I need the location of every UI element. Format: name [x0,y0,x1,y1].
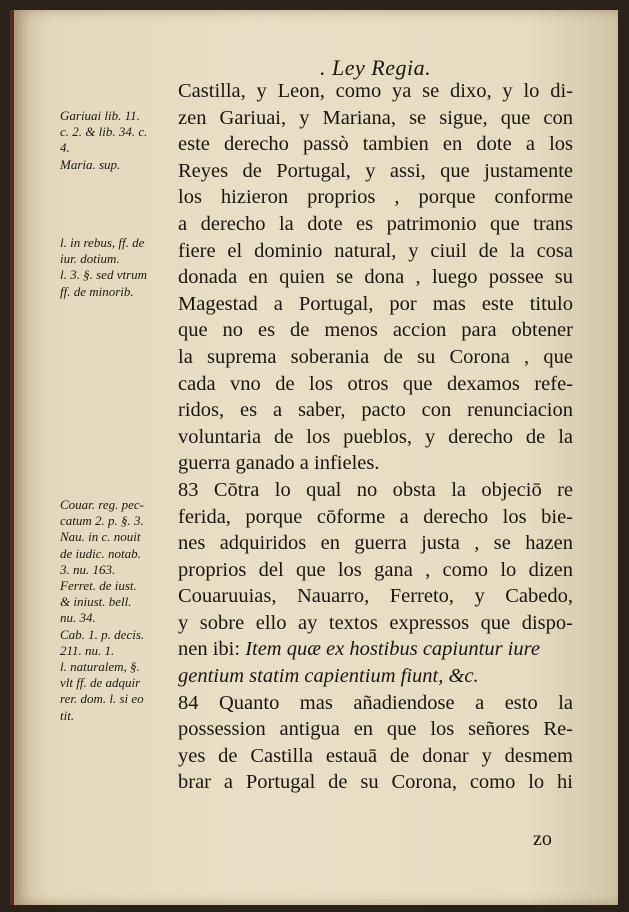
running-head: . Ley Regia. [320,55,432,80]
margin-note-line: l. naturalem, §. [60,659,140,675]
margin-note-line: iur. dotium. [60,251,120,267]
margin-note-line: nu. 34. [60,610,96,626]
margin-note-line: Ferret. de iust. [60,578,137,594]
text-line: possession antigua en que los señores Re- [178,718,573,741]
text-line: ridos, es a saber, pacto con renunciacion [178,399,573,422]
margin-note-line: de iudic. notab. [60,545,141,561]
text-line: a derecho la dote es patrimonio que trans [178,212,573,235]
text-line: 83 Cōtra lo qual no obsta la objeciō re [178,478,573,501]
margin-note-line: catum 2. p. §. 3. [60,513,144,529]
text-line: Reyes de Portugal, y assi, que justamente [178,159,573,182]
margin-note-line: 211. nu. 1. [60,642,115,658]
margin-note-line: tit. [60,707,75,723]
margin-note-line: Cab. 1. p. decis. [60,626,145,642]
margin-note-line: & iniust. bell. [60,594,132,610]
margin-note-line: Couar. reg. pec- [60,497,145,512]
margin-note-gariuai [60,108,178,173]
text-line: guerra ganado a infieles. [178,452,380,475]
text-line: Castilla, y Leon, como ya se dixo, y lo di- [178,80,573,102]
margin-note-line: ff. de minorib. [60,283,134,299]
text-line: ferida, porque cōforme a derecho los bie- [178,505,573,528]
margin-note-line: vlt ff. de adquir [60,675,141,691]
paragraph-82-continuation [178,78,573,477]
latin-quote-2: gentium statim capientium fiunt, &c. [178,665,479,688]
latin-quote-1: Item quæ ex hostibus capiuntur iure [245,638,540,661]
main-text [178,78,573,796]
text-line: y sobre ello ay textos expressos que dispo- [178,611,573,634]
text-line: este derecho passò tambien en dote a los [178,133,573,156]
margin-note-line: Nau. in c. nouit [60,529,141,545]
text-line: cada vno de los otros que dexamos refe- [178,372,573,395]
margin-note-line: rer. dom. l. si eo [60,691,144,707]
text-line: Magestad a Portugal, por mas este titulo [178,292,573,315]
text-line: los hizieron proprios , porque conforme [178,186,573,209]
margin-note-couar [60,497,178,724]
text-line: nes adquiridos en guerra justa , se hazen [178,532,573,555]
catchword: zo [533,828,552,850]
text-line: yes de Castilla estauā de donar y desmem [178,744,573,767]
text-line: voluntaria de los pueblos, y derecho de la [178,425,573,448]
text-line: fiere el dominio natural, y ciuil de la cosa [178,239,573,262]
text-line: que no es de menos accion para obtener [178,319,573,342]
paragraph-83 [178,477,573,663]
margin-note-line: Maria. sup. [60,156,121,172]
text-line: brar a Portugal de su Corona, como lo hi [178,771,573,794]
text-line: donada en quien se dona , luego possee su [178,266,573,289]
margin-note-line: l. 3. §. sed vtrum [60,267,148,283]
margin-note-line: l. in rebus, ff. de [60,235,145,250]
paragraph-83-latin-line-2 [178,663,573,690]
margin-note-in-rebus [60,235,178,300]
text-line: zen Gariuai, y Mariana, se sigue, que con [178,106,573,129]
margin-note-line: c. 2. & lib. 34. c. [60,124,148,140]
text-line: la suprema soberania de su Corona , que [178,345,573,368]
text-line: 84 Quanto mas añadiendose a esto la [178,691,573,714]
paragraph-84 [178,690,573,796]
text-line: Couaruuias, Nauarro, Ferreto, y Cabedo, [178,585,573,608]
text-line: nen ibi: Item quæ ex hostibus capiuntur iure [178,638,540,661]
margin-note-line: 3. nu. 163. [60,561,116,577]
margin-note-line: 4. [60,140,70,156]
text-line: proprios del que los gana , como lo dizen [178,558,573,581]
margin-note-line: Gariuai lib. 11. [60,108,140,123]
